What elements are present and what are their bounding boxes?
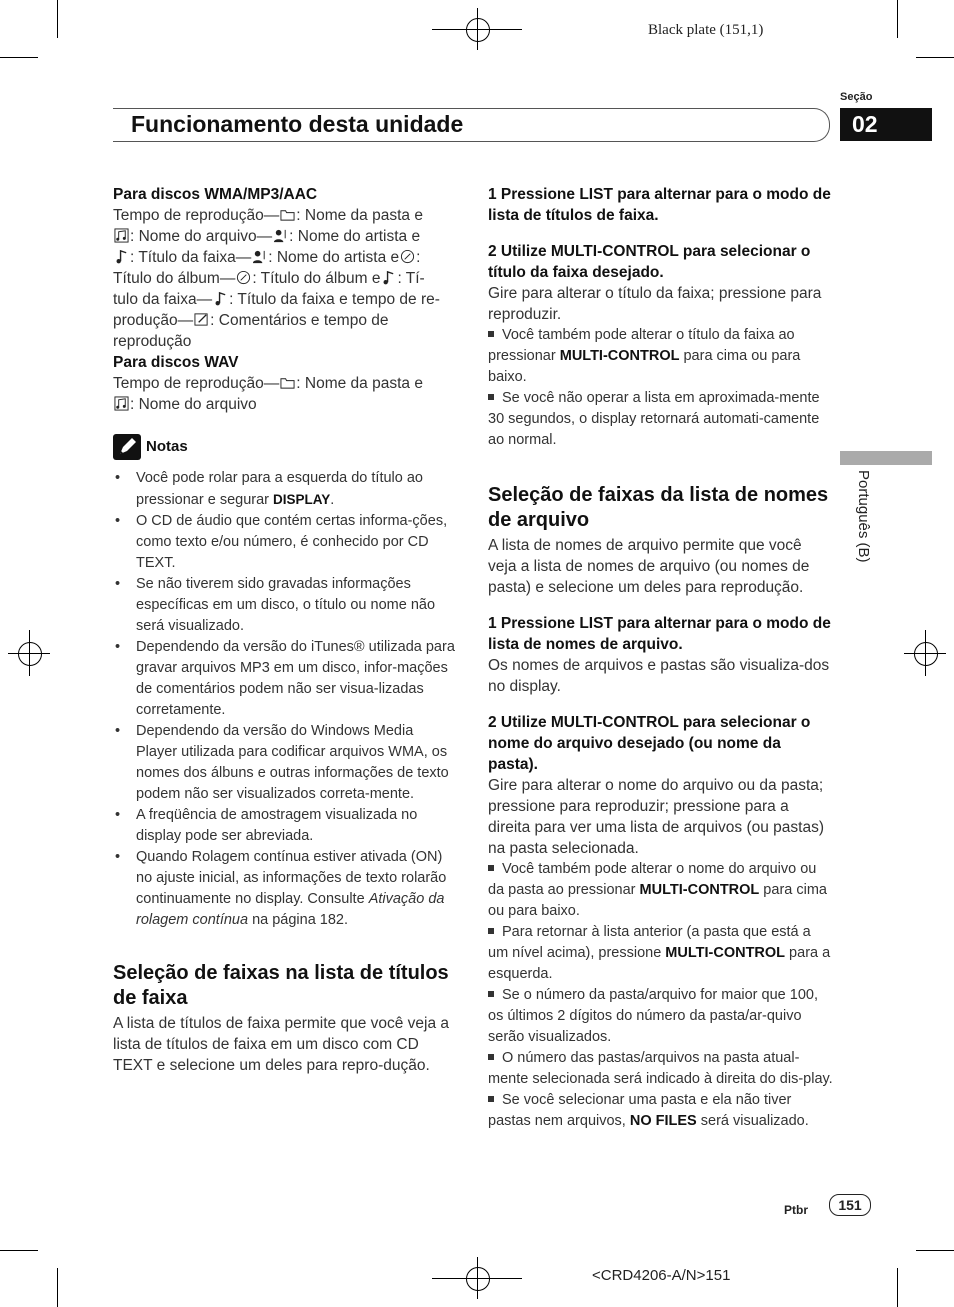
square-bullet-icon [488,331,494,337]
square-bullet-icon [488,991,494,997]
text: : Tí- [397,270,425,287]
list-item: • O CD de áudio que contém certas informa-ções, como texto e/ou número, é conhecido por CD TEXT. [113,511,458,574]
album-icon [236,270,251,285]
folder-icon [280,207,295,222]
text: : Nome da pasta e [296,207,423,224]
crop-mark [0,1250,38,1251]
pencil-icon [113,434,141,460]
text: Se você não operar a lista em aproximada-mente 30 segundos, o display retornará automati-camente ao normal. [488,390,820,448]
square-bullet-icon [488,928,494,934]
text: será visualizado. [696,1113,809,1129]
wma-heading: Para discos WMA/MP3/AAC [113,186,318,203]
notes-list [113,468,458,931]
album-icon [400,249,415,264]
text: para cima ou para baixo. [488,348,801,385]
list-item: • Se não tiverem sido gravadas informações específicas em um disco, o título ou nome não será visualizado. [113,574,458,637]
track-icon [381,270,396,285]
list-item: • Dependendo da versão do Windows Media Player utilizada para codificar arquivos WMA, os nomes dos álbuns e outras informações de texto podem não ser visualizados correta-mente. [113,721,458,805]
artist-icon [273,228,288,243]
track-icon [114,249,129,264]
crop-mark [57,1268,58,1307]
step-heading: 2 Utilize MULTI-CONTROL para selecionar o título da faixa desejado. [488,243,811,281]
artist-icon [252,249,267,264]
bullet-note [488,922,833,985]
text: tulo da faixa— [113,291,213,308]
text: Quando Rolagem contínua estiver ativada (ON) no ajuste inicial, as informações de texto rolarão continuamente no display. Consulte [136,849,447,907]
crop-mark [916,57,954,58]
paragraph: Gire para alterar o nome do arquivo ou da pasta; pressione para reproduzir; pressione para a direita para ver uma lista de arquivos (ou pastas) na pasta selecionada. [488,777,824,857]
bullet-note [488,985,833,1048]
square-bullet-icon [488,865,494,871]
footer-language: Ptbr [784,1203,808,1217]
text: Título do álbum— [113,270,236,287]
side-tab [840,451,932,465]
bullet-note [488,1090,833,1132]
text: : Título da faixa— [130,249,252,266]
crop-mark [916,1250,954,1251]
list-item [113,468,458,511]
bullet-note [488,388,833,451]
bullet-note [488,325,833,388]
bullet-note [488,859,833,922]
document-code: <CRD4206-A/N>151 [592,1267,731,1284]
section-number: 02 [852,111,878,137]
step-heading: 1 Pressione LIST para alternar para o modo de lista de nomes de arquivo. [488,615,831,653]
text: : Nome do arquivo [130,396,257,413]
list-item: • Dependendo da versão do iTunes® utilizada para gravar arquivos MP3 em um disco, infor-mações de comentários podem não ser visua-lizadas corretamente. [113,637,458,721]
paragraph: Os nomes de arquivos e pastas são visualiza-dos no display. [488,657,830,695]
file-icon [114,228,129,243]
step-heading: 2 Utilize MULTI-CONTROL para selecionar o nome do arquivo desejado (ou nome da pasta). [488,714,811,773]
wma-info [113,205,458,352]
notes-title: Notas [146,438,188,456]
side-language-label: Português (B) [855,470,872,563]
text: : Nome do arquivo— [130,228,273,245]
text: MULTI-CONTROL [559,348,680,364]
text: : Nome do artista e [289,228,421,245]
page-title: Funcionamento desta unidade [131,111,464,137]
text: reprodução [113,333,192,350]
text: : Título do álbum e [252,270,381,287]
plate-label: Black plate (151,1) [648,22,764,38]
left-column [113,184,458,1076]
section-heading: Seleção de faixas da lista de nomes de arquivo [488,484,829,531]
text: para a esquerda. [488,945,831,982]
text: para cima ou para baixo. [488,882,827,919]
section-label: Seção [840,91,873,103]
text: : Nome do artista e [268,249,400,266]
section-number-badge [840,108,932,141]
text: . [330,492,335,508]
text: MULTI-CONTROL [639,882,760,898]
section-heading: Seleção de faixas na lista de títulos de faixa [113,962,449,1009]
folder-icon [280,375,295,390]
text: Tempo de reprodução— [113,207,280,224]
bullet-note [488,1048,833,1090]
comment-icon [194,312,209,327]
crop-mark [897,0,898,38]
text: : Nome da pasta e [296,375,423,392]
step-heading: 1 Pressione LIST para alternar para o modo de lista de títulos de faixa. [488,186,831,224]
list-item: • A freqüência de amostragem visualizada no display pode ser abreviada. [113,805,458,847]
text: O número das pastas/arquivos na pasta atual-mente selecionada será indicado à direita do dis-play. [488,1050,833,1087]
square-bullet-icon [488,1054,494,1060]
text: na página 182. [248,912,349,928]
text: DISPLAY [273,492,331,507]
track-icon [213,291,228,306]
header-bar [113,108,830,142]
text: Se o número da pasta/arquivo for maior que 100, os últimos 2 dígitos do número da pasta/ar-quivo serão visualizados. [488,987,818,1045]
text: : Título da faixa e tempo de re- [229,291,440,308]
registration-circle [466,1267,490,1291]
text: MULTI-CONTROL [665,945,786,961]
square-bullet-icon [488,1096,494,1102]
text: NO FILES [629,1113,697,1129]
text: Para retornar à lista anterior (a pasta que está a um nível acima), pressione [488,924,811,961]
notes-header [113,434,458,460]
text: Ativação da rolagem contínua [136,891,445,928]
text: Tempo de reprodução— [113,375,280,392]
paragraph: A lista de títulos de faixa permite que você veja a lista de títulos de faixa em um disco com CD TEXT e selecione um deles para repro-dução. [113,1015,450,1074]
square-bullet-icon [488,394,494,400]
list-item [113,847,458,931]
page-number: 151 [829,1194,871,1216]
crop-mark [0,57,38,58]
text: : Comentários e tempo de [210,312,389,329]
text: : [416,249,421,266]
crop-mark [57,0,58,38]
wav-heading: Para discos WAV [113,354,239,371]
registration-circle [466,18,490,42]
file-icon [114,396,129,411]
right-column [488,184,833,1132]
text: Você pode rolar para a esquerda do título ao pressionar e segurar [136,470,423,508]
registration-circle [18,642,42,666]
crop-mark [897,1268,898,1307]
text: Se você selecionar uma pasta e ela não tiver pastas nem arquivos, [488,1092,792,1129]
text: Você também pode alterar o nome do arquivo ou da pasta ao pressionar [488,861,817,898]
registration-circle [914,642,938,666]
paragraph: A lista de nomes de arquivo permite que você veja a lista de nomes de arquivo (ou nomes de pasta) e selecione um deles para reprodução. [488,537,810,596]
text: produção— [113,312,194,329]
wav-info [113,373,458,415]
paragraph: Gire para alterar o título da faixa; pressione para reproduzir. [488,285,822,323]
text: Você também pode alterar o título da faixa ao pressionar [488,327,795,364]
